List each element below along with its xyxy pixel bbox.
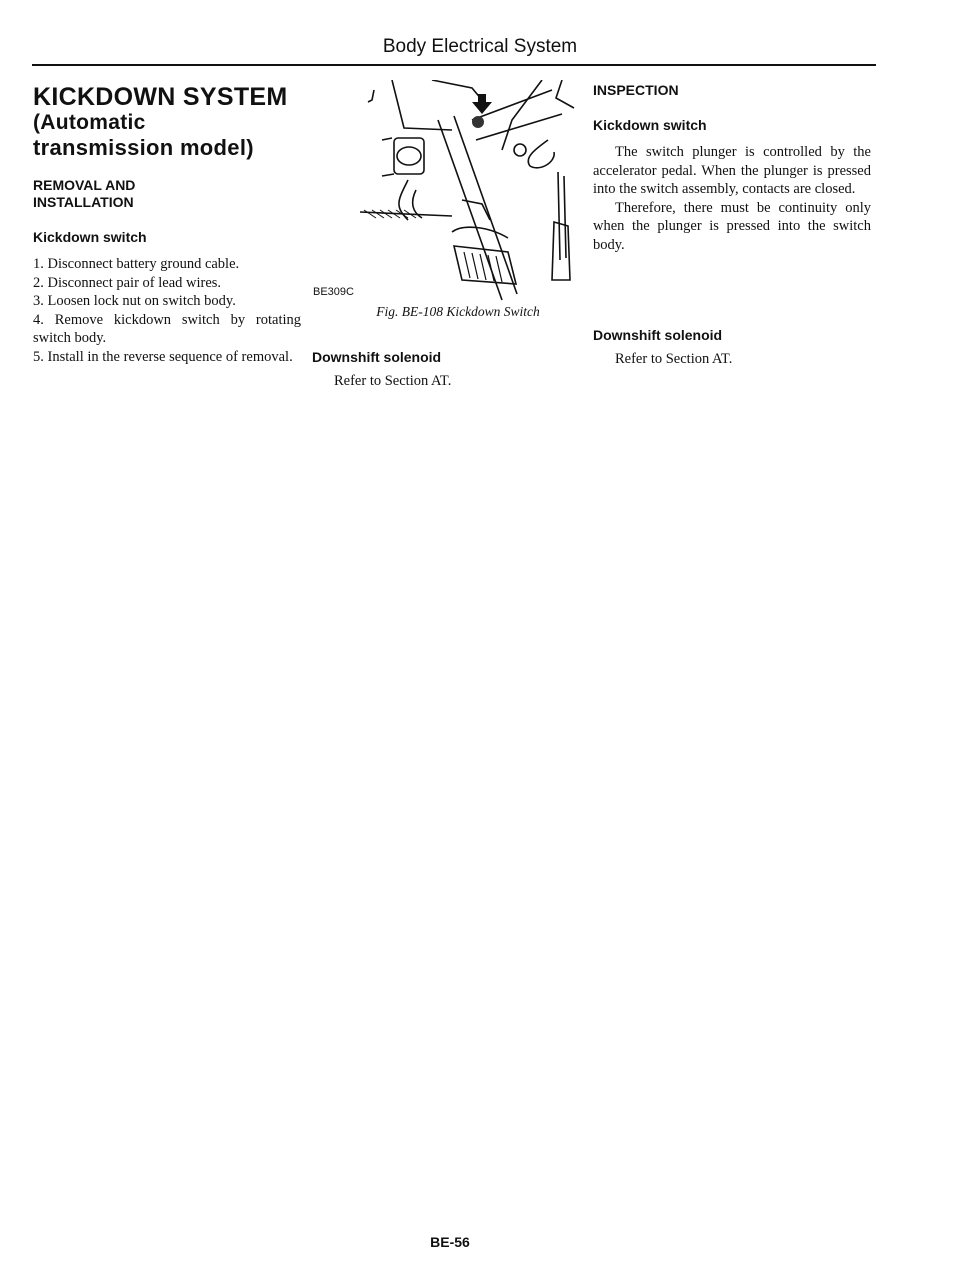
step-item: 1. Disconnect battery ground cable.	[33, 256, 240, 272]
inspection-paragraph-1: The switch plunger is controlled by the accelerator pedal. When the plunger is pressed into the switch assembly, contacts are closed.	[593, 144, 871, 197]
downshift-solenoid-text-right: Refer to Section AT.	[615, 351, 733, 367]
page-header: Body Electrical System	[382, 36, 578, 57]
step-item: 4. Remove kickdown switch by rotating switch body.	[33, 311, 301, 346]
left-column	[33, 80, 301, 366]
step-item: 3. Loosen lock nut on switch body.	[33, 293, 236, 309]
pedal-illustration	[312, 80, 578, 302]
inspection-heading: INSPECTION	[593, 82, 679, 98]
step-item: 5. Install in the reverse sequence of removal.	[33, 348, 293, 365]
figure-caption: Fig. BE-108 Kickdown Switch	[376, 304, 540, 319]
removal-heading-line-1: REMOVAL AND	[33, 177, 136, 193]
middle-column	[312, 80, 578, 391]
downshift-solenoid-heading: Downshift solenoid	[312, 349, 442, 365]
title-line-2: (Automatic	[33, 111, 146, 134]
kickdown-switch-heading: Kickdown switch	[33, 229, 147, 245]
right-column	[593, 80, 871, 369]
kickdown-switch-inspection-heading: Kickdown switch	[593, 117, 707, 133]
step-item: 2. Disconnect pair of lead wires.	[33, 274, 222, 291]
downshift-solenoid-heading-right: Downshift solenoid	[593, 327, 723, 343]
inspection-paragraph-2: Therefore, there must be continuity only when the plunger is pressed into the switch body.	[593, 199, 871, 253]
page-number: BE-56	[430, 1234, 470, 1250]
section-title	[33, 85, 301, 160]
kickdown-switch-figure	[312, 80, 578, 302]
header-rule	[32, 64, 876, 66]
title-line-3: transmission model)	[33, 135, 254, 160]
downshift-solenoid-text: Refer to Section AT.	[334, 373, 452, 389]
figure-code: BE309C	[313, 286, 354, 298]
removal-heading-line-2: INSTALLATION	[33, 194, 134, 210]
title-line-1: KICKDOWN SYSTEM	[33, 83, 288, 111]
removal-heading	[33, 177, 301, 211]
removal-steps	[33, 255, 301, 366]
